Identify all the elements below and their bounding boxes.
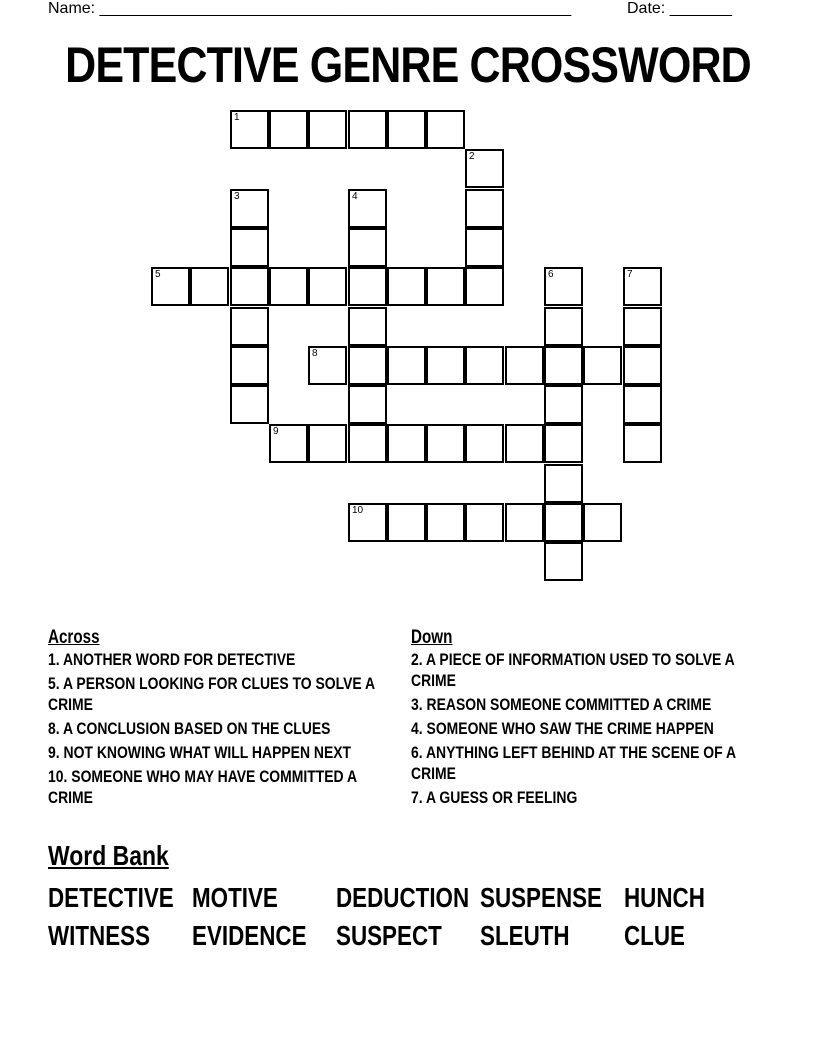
- crossword-cell[interactable]: [190, 267, 229, 306]
- clue-number: 7.: [411, 788, 423, 807]
- crossword-cell[interactable]: [387, 503, 426, 542]
- clue-number: 4.: [411, 719, 423, 738]
- crossword-cell[interactable]: [544, 346, 583, 385]
- down-clue: [411, 742, 747, 784]
- cell-number: 8: [312, 348, 318, 359]
- crossword-cell[interactable]: [348, 385, 387, 424]
- clue-number: 9.: [48, 743, 60, 762]
- crossword-cell[interactable]: [544, 424, 583, 463]
- cell-number: 6: [548, 269, 554, 280]
- crossword-cell[interactable]: [623, 424, 662, 463]
- crossword-cell[interactable]: [426, 267, 465, 306]
- crossword-cell[interactable]: [387, 110, 426, 149]
- cell-number: 5: [155, 269, 161, 280]
- crossword-cell[interactable]: [348, 189, 387, 228]
- crossword-cell[interactable]: [348, 267, 387, 306]
- crossword-cell[interactable]: [348, 307, 387, 346]
- crossword-cell[interactable]: [230, 228, 269, 267]
- clue-text: A GUESS OR FEELING: [425, 788, 578, 807]
- crossword-cell[interactable]: [505, 424, 544, 463]
- down-clue: [411, 787, 747, 808]
- crossword-cell[interactable]: [544, 267, 583, 306]
- across-clue: [48, 742, 384, 763]
- down-clues: [411, 626, 751, 811]
- crossword-cell[interactable]: [465, 503, 504, 542]
- crossword-cell[interactable]: [544, 307, 583, 346]
- crossword-cell[interactable]: [583, 503, 622, 542]
- crossword-cell[interactable]: [505, 503, 544, 542]
- crossword-cell[interactable]: [465, 424, 504, 463]
- crossword-cell[interactable]: [544, 503, 583, 542]
- crossword-cell[interactable]: [465, 149, 504, 188]
- crossword-cell[interactable]: [623, 346, 662, 385]
- clue-number: 2.: [411, 650, 423, 669]
- word-bank-word: EVIDENCE: [192, 920, 307, 951]
- cell-number: 2: [469, 151, 475, 162]
- word-bank-word: DEDUCTION: [336, 882, 470, 913]
- across-clue: [48, 766, 384, 808]
- crossword-cell[interactable]: [426, 346, 465, 385]
- crossword-cell[interactable]: [308, 110, 347, 149]
- cell-number: 3: [234, 191, 240, 202]
- clue-number: 6.: [411, 743, 423, 762]
- clue-text: NOT KNOWING WHAT WILL HAPPEN NEXT: [63, 743, 352, 762]
- across-clue: [48, 649, 384, 670]
- crossword-cell[interactable]: [230, 307, 269, 346]
- crossword-cell[interactable]: [544, 464, 583, 503]
- crossword-cell[interactable]: [308, 346, 347, 385]
- word-bank-word: CLUE: [624, 920, 685, 951]
- word-bank-word: SUSPECT: [336, 920, 442, 951]
- clue-text: A CONCLUSION BASED ON THE CLUES: [62, 719, 331, 738]
- clue-number: 10.: [48, 767, 68, 786]
- page-title: DETECTIVE GENRE CROSSWORD: [65, 37, 751, 93]
- clue-number: 3.: [411, 695, 423, 714]
- word-bank-title: Word Bank: [48, 840, 169, 871]
- word-bank-word: MOTIVE: [192, 882, 278, 913]
- crossword-cell[interactable]: [544, 385, 583, 424]
- word-bank-word: SUSPENSE: [480, 882, 602, 913]
- crossword-cell[interactable]: [623, 267, 662, 306]
- crossword-cell[interactable]: [505, 346, 544, 385]
- cell-number: 7: [627, 269, 633, 280]
- date-field-label[interactable]: Date: _______: [627, 0, 732, 17]
- crossword-cell[interactable]: [465, 346, 504, 385]
- crossword-cell[interactable]: [269, 424, 308, 463]
- cell-number: 10: [352, 505, 364, 516]
- crossword-cell[interactable]: [348, 228, 387, 267]
- clue-text: SOMEONE WHO SAW THE CRIME HAPPEN: [426, 719, 714, 738]
- across-clue: [48, 673, 384, 715]
- down-heading: Down: [411, 627, 453, 648]
- crossword-cell[interactable]: [426, 424, 465, 463]
- crossword-cell[interactable]: [348, 503, 387, 542]
- down-clue: [411, 694, 747, 715]
- crossword-cell[interactable]: [465, 228, 504, 267]
- word-bank-word: HUNCH: [624, 882, 705, 913]
- crossword-cell[interactable]: [623, 307, 662, 346]
- crossword-cell[interactable]: [544, 542, 583, 581]
- down-clue: [411, 649, 747, 691]
- crossword-cell[interactable]: [151, 267, 190, 306]
- crossword-cell[interactable]: [426, 503, 465, 542]
- crossword-cell[interactable]: [230, 110, 269, 149]
- crossword-cell[interactable]: [387, 424, 426, 463]
- across-clues: [48, 626, 388, 811]
- crossword-cell[interactable]: [269, 267, 308, 306]
- crossword-cell[interactable]: [230, 267, 269, 306]
- clue-text: ANOTHER WORD FOR DETECTIVE: [62, 650, 296, 669]
- clue-text: SOMEONE WHO MAY HAVE COMMITTED A CRIME: [48, 767, 357, 807]
- crossword-cell[interactable]: [230, 385, 269, 424]
- crossword-cell[interactable]: [308, 267, 347, 306]
- crossword-cell[interactable]: [465, 267, 504, 306]
- clue-text: A PERSON LOOKING FOR CLUES TO SOLVE A CRIME: [48, 674, 375, 714]
- crossword-cell[interactable]: [230, 189, 269, 228]
- clue-text: A PIECE OF INFORMATION USED TO SOLVE A CRIME: [411, 650, 735, 690]
- clue-number: 8.: [48, 719, 60, 738]
- crossword-cell[interactable]: [348, 110, 387, 149]
- clue-text: ANYTHING LEFT BEHIND AT THE SCENE OF A CRIME: [411, 743, 736, 783]
- name-field-label[interactable]: Name: _____________________________________________________: [48, 0, 572, 17]
- crossword-cell[interactable]: [269, 110, 308, 149]
- crossword-cell[interactable]: [230, 346, 269, 385]
- cell-number: 9: [273, 426, 279, 437]
- crossword-cell[interactable]: [348, 424, 387, 463]
- clue-text: REASON SOMEONE COMMITTED A CRIME: [426, 695, 712, 714]
- clue-number: 1.: [48, 650, 60, 669]
- crossword-cell[interactable]: [308, 424, 347, 463]
- crossword-cell[interactable]: [465, 189, 504, 228]
- crossword-cell[interactable]: [387, 267, 426, 306]
- across-clue: [48, 718, 384, 739]
- crossword-cell[interactable]: [623, 385, 662, 424]
- word-bank-word: SLEUTH: [480, 920, 570, 951]
- word-bank-word: DETECTIVE: [48, 882, 174, 913]
- word-bank-word: WITNESS: [48, 920, 151, 951]
- across-heading: Across: [48, 627, 100, 648]
- clue-number: 5.: [48, 674, 60, 693]
- crossword-cell[interactable]: [426, 110, 465, 149]
- cell-number: 4: [352, 191, 358, 202]
- crossword-cell[interactable]: [583, 346, 622, 385]
- crossword-cell[interactable]: [387, 346, 426, 385]
- down-clue: [411, 718, 747, 739]
- cell-number: 1: [234, 112, 240, 123]
- crossword-cell[interactable]: [348, 346, 387, 385]
